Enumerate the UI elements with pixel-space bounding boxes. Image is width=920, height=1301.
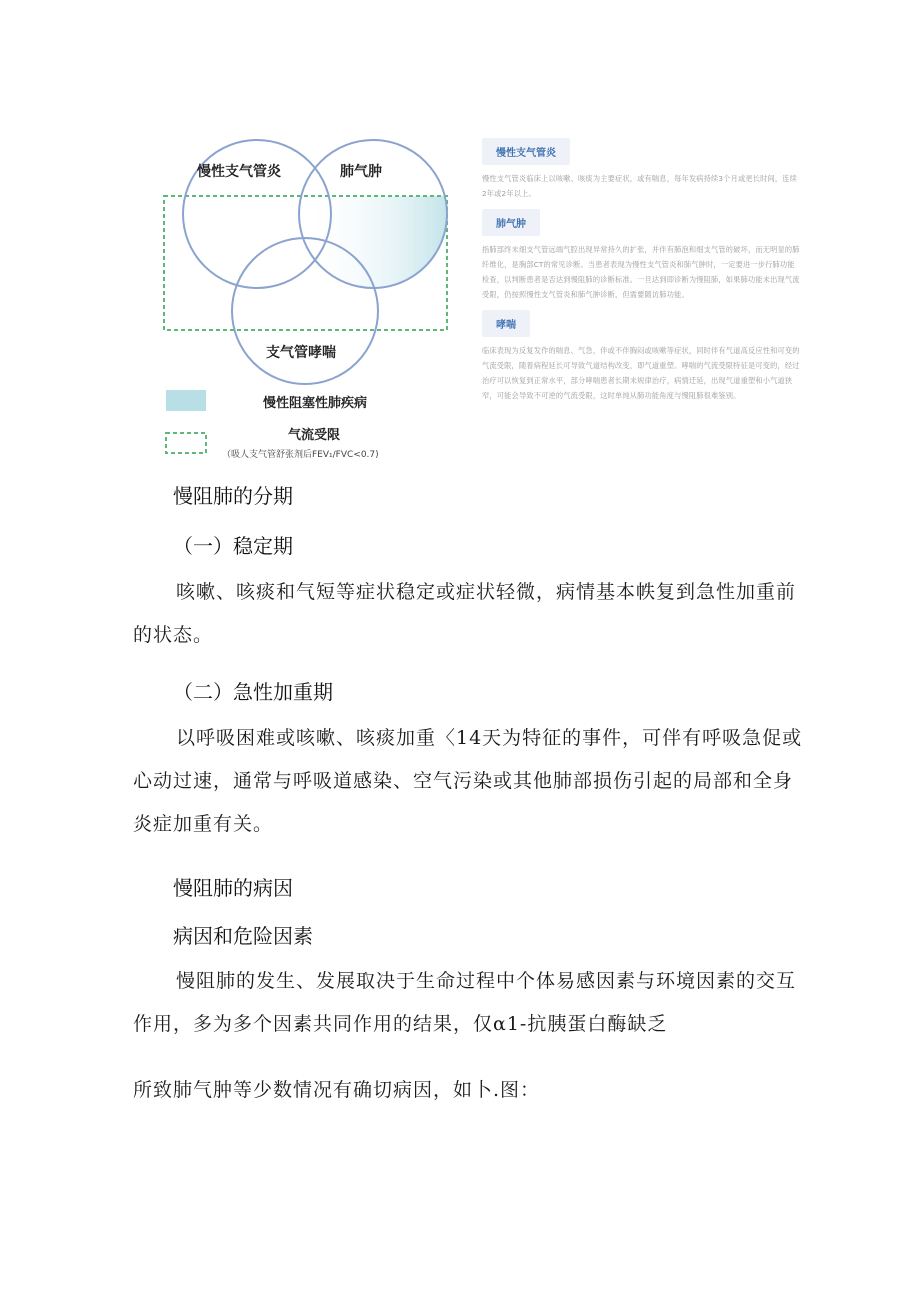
legend-copd-swatch bbox=[166, 390, 206, 411]
venn-diagram bbox=[160, 128, 460, 468]
para-stable-line2: 的状态。 bbox=[133, 624, 214, 646]
def-title-asthma: 哮喘 bbox=[482, 310, 530, 337]
def-title-chronic-bronchitis: 慢性支气管炎 bbox=[482, 138, 570, 165]
para-acute-line1: 以呼吸困难或咳嗽、咳痰加重〈14天为特征的事件，可伴有呼吸急促或 bbox=[176, 727, 803, 749]
legend-airflow-note: （吸人支气管舒张剂后FEV₁/FVC<0.7) bbox=[222, 450, 379, 460]
para-acute-line2: 心动过速，通常与呼吸道感染、空气污染或其他肺部损伤引起的局部和全身 bbox=[133, 770, 794, 792]
para-cause-line1: 慢阻肺的发生、发展取决于生命过程中个体易感因素与环境因素的交互 bbox=[176, 970, 797, 992]
heading-cause: 慢阻肺的病因 bbox=[173, 876, 293, 900]
copd-shade-region bbox=[300, 188, 460, 338]
def-body-emphysema: 指肺部终末细支气管远端气腔出现异常持久的扩张，并伴有肺泡和细支气管的破坏，而无明显的肺纤维化，是胸部CT的常见诊断。当患者表现为慢性支气管炎和肺气肿时，一定要进一步行肺功能检查，以判断患者是否达到慢阻肺的诊断标准。一旦达到即诊断为慢阻肺，如果肺功能未出现气流受限，仍按照慢性支气管炎和肺气肿诊断，但需要随访肺功能。 bbox=[482, 245, 800, 299]
para-acute-line3: 炎症加重有关。 bbox=[133, 813, 274, 835]
para-stable-line1: 咳嗽、咳痰和气短等症状稳定或症状轻微，病情基本帙复到急性加重前 bbox=[176, 581, 797, 603]
heading-acute-phase: （二）急性加重期 bbox=[173, 680, 333, 704]
legend-airflow-label: 气流受限 bbox=[288, 428, 341, 443]
label-emphysema: 肺气肿 bbox=[340, 164, 382, 180]
definition-panel bbox=[482, 138, 800, 463]
heading-risk-factors: 病因和危险因素 bbox=[173, 924, 313, 948]
heading-staging: 慢阻肺的分期 bbox=[173, 484, 293, 508]
para-cause-line3: 所致肺气肿等少数情况有确切病因，如卜.图： bbox=[133, 1079, 541, 1101]
label-asthma: 支气管哮喘 bbox=[266, 345, 336, 361]
heading-stable-phase: （一）稳定期 bbox=[173, 534, 293, 558]
para-cause-line2: 作用，多为多个因素共同作用的结果，仅α1-抗胰蛋白酶缺乏 bbox=[133, 1013, 668, 1035]
legend-airflow-swatch bbox=[166, 433, 206, 453]
asthma-circle bbox=[232, 238, 378, 384]
legend-copd-label: 慢性阻塞性肺疾病 bbox=[263, 396, 368, 411]
label-chronic-bronchitis: 慢性支气管炎 bbox=[197, 164, 281, 180]
def-title-emphysema: 肺气肿 bbox=[482, 209, 540, 236]
copd-venn-figure bbox=[160, 128, 800, 468]
def-body-asthma: 临床表现为反复发作的喘息、气急，伴或不伴胸闷或咳嗽等症状，同时伴有气道高反应性和可变的气流受限，随着病程延长可导致气道结构改变，即气道重塑。哮喘的气流受限特征是可变的，经过治疗可以恢复到正常水平，部分哮喘患者长期未规律治疗，病情迁延，出现气道重塑和小气道狭窄，可能会导致不可逆的气流受限，这时单纯从肺功能角度与慢阻肺很难鉴别。 bbox=[482, 346, 800, 400]
def-body-chronic-bronchitis: 慢性支气管炎临床上以咳嗽、咳痰为主要症状，或有喘息，每年发病持续3个月或更长时间，连续2年或2年以上。 bbox=[482, 174, 798, 198]
